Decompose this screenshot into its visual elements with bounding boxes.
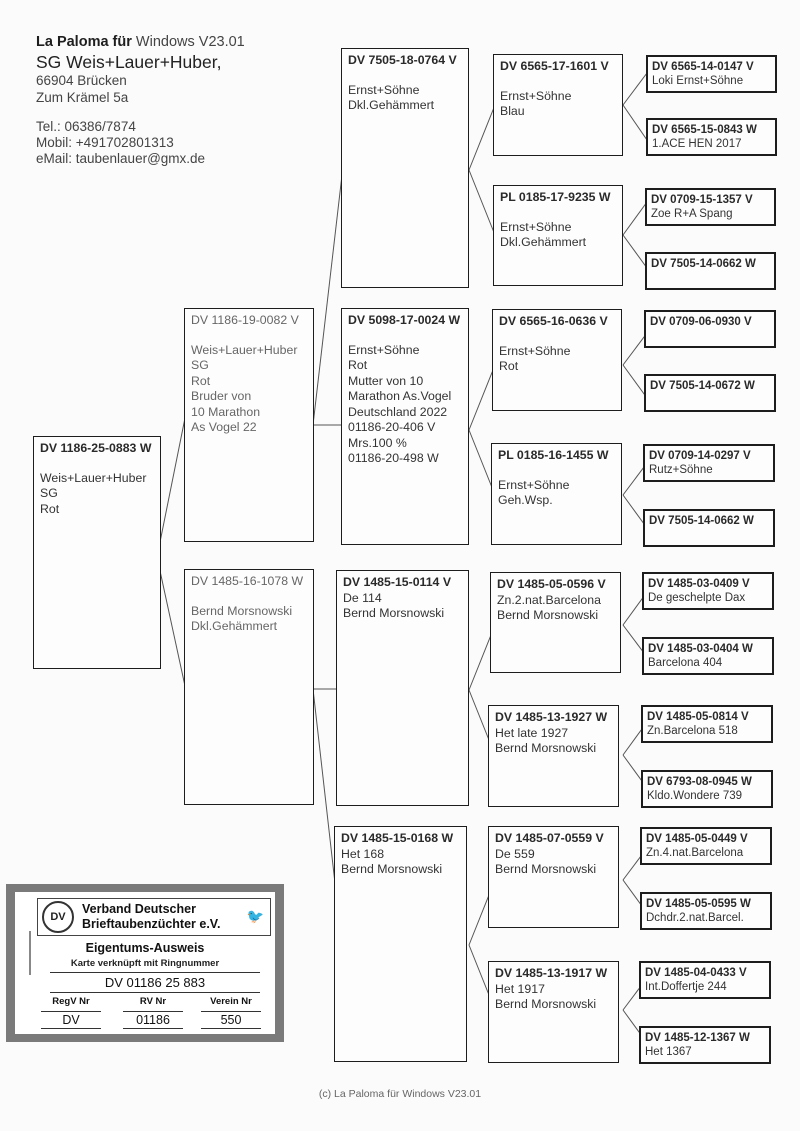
pigeon-info-line: Mutter von 10 bbox=[348, 373, 424, 388]
pigeon-ffmf[interactable] bbox=[645, 188, 776, 226]
pigeon-father[interactable] bbox=[184, 308, 314, 542]
owner-name: SG Weis+Lauer+Huber, bbox=[36, 52, 222, 73]
pigeon-info-line: Loki Ernst+Söhne bbox=[652, 75, 744, 87]
pigeon-father-mother[interactable] bbox=[341, 308, 469, 545]
pigeon-fmmm[interactable] bbox=[643, 509, 775, 547]
card-verein-nr: Verein Nr 550 bbox=[201, 996, 261, 1029]
pigeon-ffmm[interactable] bbox=[645, 252, 776, 290]
pigeon-info-line: Bruder von bbox=[191, 389, 252, 403]
spacer bbox=[40, 457, 154, 471]
ring-number: DV 0709-06-0930 V bbox=[650, 316, 752, 328]
pigeon-info-line: Dkl.Gehämmert bbox=[191, 619, 278, 633]
ring-number: DV 1485-04-0433 V bbox=[645, 967, 747, 979]
ring-number: DV 1485-07-0559 V bbox=[495, 831, 604, 845]
card-subtitle: Karte verknüpft mit Ringnummer bbox=[70, 958, 220, 969]
ring-number: DV 7505-18-0764 V bbox=[348, 53, 457, 67]
ring-number: DV 1485-05-0596 V bbox=[497, 577, 606, 591]
card-organisation: Verband Deutscher Brieftaubenzüchter e.V. bbox=[82, 902, 221, 931]
ring-number: DV 1485-15-0114 V bbox=[343, 575, 452, 589]
pigeon-mmff[interactable] bbox=[640, 827, 772, 865]
ring-number: DV 1485-05-0449 V bbox=[646, 833, 748, 845]
ring-number: DV 1485-03-0409 V bbox=[648, 578, 750, 590]
pigeon-info-line: Dkl.Gehämmert bbox=[500, 235, 587, 249]
pigeon-info-line: Ernst+Söhne bbox=[348, 342, 420, 357]
pigeon-info-line: Rot bbox=[348, 358, 368, 372]
ring-number: DV 6565-14-0147 V bbox=[652, 61, 754, 73]
card-rv-nr: RV Nr 01186 bbox=[123, 996, 183, 1029]
ring-number: DV 7505-14-0662 W bbox=[649, 515, 754, 527]
pigeon-info-line: Bernd Morsnowski bbox=[495, 997, 597, 1011]
spacer bbox=[499, 330, 615, 344]
ring-number: DV 1485-05-0595 W bbox=[646, 898, 751, 910]
spacer bbox=[500, 206, 616, 220]
ring-number: DV 7505-14-0672 W bbox=[650, 380, 755, 392]
pigeon-info-line: De 559 bbox=[495, 846, 535, 861]
pigeon-mother[interactable] bbox=[184, 569, 314, 805]
pigeon-ffff[interactable] bbox=[646, 55, 777, 93]
pigeon-info-line: Mrs.100 % bbox=[348, 435, 407, 450]
pigeon-info-line: SG bbox=[191, 358, 209, 372]
ring-number: DV 5098-17-0024 W bbox=[348, 313, 461, 327]
pigeon-mfmm[interactable] bbox=[641, 770, 773, 808]
pigeon-info-line: Zn.2.nat.Barcelona bbox=[497, 592, 601, 607]
spacer bbox=[500, 75, 616, 89]
spacer bbox=[498, 464, 615, 478]
pigeon-info-line: Zn.Barcelona 518 bbox=[647, 725, 738, 737]
pigeon-info-line: Int.Doffertje 244 bbox=[645, 981, 727, 993]
pigeon-mmfm[interactable] bbox=[640, 892, 772, 930]
pigeon-info-line: Weis+Lauer+Huber bbox=[40, 470, 147, 485]
pigeon-fffm[interactable] bbox=[646, 118, 777, 156]
pigeon-info-line: Weis+Lauer+Huber bbox=[191, 342, 298, 357]
pigeon-mmmf[interactable] bbox=[639, 961, 771, 999]
pigeon-info-line: Barcelona 404 bbox=[648, 657, 723, 669]
pigeon-info-line: Geh.Wsp. bbox=[498, 493, 553, 507]
pigeon-mother-father[interactable] bbox=[336, 570, 469, 806]
ring-number: DV 7505-14-0662 W bbox=[651, 258, 756, 270]
owner-email: eMail: taubenlauer@gmx.de bbox=[36, 151, 206, 167]
ring-number: DV 6565-17-1601 V bbox=[500, 59, 609, 73]
pigeon-info-line: 10 Marathon bbox=[191, 404, 261, 419]
pigeon-info-line: Bernd Morsnowski bbox=[497, 608, 599, 622]
pigeon-father-father[interactable] bbox=[341, 48, 469, 288]
pigeon-info-line: Bernd Morsnowski bbox=[495, 862, 597, 876]
owner-phone: Tel.: 06386/7874 bbox=[36, 118, 136, 134]
ring-number: DV 1485-12-1367 W bbox=[645, 1032, 750, 1044]
ring-number: DV 1485-15-0168 W bbox=[341, 831, 454, 845]
pigeon-info-line: Bernd Morsnowski bbox=[343, 606, 445, 620]
pigeon-mfmf[interactable] bbox=[641, 705, 773, 743]
pigeon-info-line: De 114 bbox=[343, 590, 382, 605]
pigeon-info-line: Ernst+Söhne bbox=[500, 88, 572, 103]
pigeon-mmf[interactable] bbox=[488, 826, 619, 928]
pigeon-info-line: Het late 1927 bbox=[495, 725, 569, 740]
spacer bbox=[348, 329, 462, 343]
program-title: La Paloma für Windows V23.01 bbox=[36, 34, 245, 50]
pigeon-ffm[interactable] bbox=[493, 185, 623, 286]
pigeon-info-line: Deutschland 2022 bbox=[348, 404, 448, 419]
ring-number: DV 0709-14-0297 V bbox=[649, 450, 751, 462]
pigeon-info-line: 1.ACE HEN 2017 bbox=[652, 138, 742, 150]
pigeon-icon: 🐦 bbox=[246, 908, 264, 924]
pigeon-info-line: Rot bbox=[191, 373, 211, 388]
pigeon-info-line: Dchdr.2.nat.Barcel. bbox=[646, 912, 744, 924]
footer-copyright: (c) La Paloma für Windows V23.01 bbox=[318, 1088, 482, 1100]
pigeon-info-line: Het 168 bbox=[341, 846, 385, 861]
pigeon-info-line: Ernst+Söhne bbox=[500, 219, 572, 234]
pigeon-info-line: Rot bbox=[499, 359, 519, 373]
ring-number: DV 1186-25-0883 W bbox=[40, 441, 152, 455]
ring-number: DV 1186-19-0082 V bbox=[191, 313, 299, 327]
pigeon-info-line: SG bbox=[40, 486, 58, 500]
pigeon-info-line: 01186-20-498 W bbox=[348, 451, 439, 465]
pigeon-info-line: Bernd Morsnowski bbox=[341, 862, 443, 876]
owner-street: Zum Krämel 5a bbox=[36, 89, 129, 105]
card-title: Eigentums-Ausweis bbox=[85, 941, 205, 955]
spacer bbox=[348, 69, 462, 83]
spacer bbox=[191, 590, 307, 604]
pigeon-info-line: Bernd Morsnowski bbox=[191, 603, 293, 618]
pigeon-fff[interactable] bbox=[493, 54, 623, 156]
ring-number: DV 1485-13-1927 W bbox=[495, 710, 608, 724]
pigeon-fmfm[interactable] bbox=[644, 374, 776, 412]
pigeon-subject[interactable] bbox=[33, 436, 161, 669]
ring-number: PL 0185-16-1455 W bbox=[498, 448, 609, 462]
ring-number: PL 0185-17-9235 W bbox=[500, 190, 611, 204]
pigeon-fmff[interactable] bbox=[644, 310, 776, 348]
owner-mobile: Mobil: +491702801313 bbox=[36, 134, 174, 150]
pigeon-info-line: Ernst+Söhne bbox=[348, 82, 420, 97]
pigeon-mmm[interactable] bbox=[488, 961, 619, 1063]
pigeon-info-line: De geschelpte Dax bbox=[648, 592, 746, 604]
pigeon-info-line: Marathon As.Vogel bbox=[348, 389, 452, 403]
pigeon-info-line: Rutz+Söhne bbox=[649, 464, 713, 476]
pigeon-info-line: 01186-20-406 V bbox=[348, 420, 436, 434]
pigeon-mfff[interactable] bbox=[642, 572, 774, 610]
pigeon-info-line: Blau bbox=[500, 104, 525, 118]
ring-number: DV 6793-08-0945 W bbox=[647, 776, 752, 788]
pigeon-info-line: As Vogel 22 bbox=[191, 420, 257, 434]
pigeon-info-line: Zoe R+A Spang bbox=[651, 208, 733, 220]
ring-number: DV 6565-15-0843 W bbox=[652, 124, 757, 136]
pigeon-mother-mother[interactable] bbox=[334, 826, 467, 1062]
pigeon-info-line: Kldo.Wondere 739 bbox=[647, 790, 743, 802]
pigeon-fmf[interactable] bbox=[492, 309, 622, 411]
ring-number: DV 1485-05-0814 V bbox=[647, 711, 749, 723]
pigeon-info-line: Dkl.Gehämmert bbox=[348, 98, 435, 112]
pigeon-info-line: Het 1367 bbox=[645, 1046, 692, 1058]
ownership-card bbox=[6, 884, 284, 1042]
pigeon-info-line: Ernst+Söhne bbox=[499, 343, 571, 358]
card-regv-nr: RegV Nr DV bbox=[41, 996, 101, 1029]
pigeon-mffm[interactable] bbox=[642, 637, 774, 675]
pigeon-info-line: Ernst+Söhne bbox=[498, 477, 570, 492]
card-header bbox=[37, 898, 271, 936]
ring-number: DV 1485-16-1078 W bbox=[191, 574, 304, 588]
pigeon-mff[interactable] bbox=[490, 572, 621, 673]
pigeon-info-line: Rot bbox=[40, 501, 60, 516]
pigeon-fmm[interactable] bbox=[491, 443, 622, 545]
ring-number: DV 6565-16-0636 V bbox=[499, 314, 608, 328]
pigeon-info-line: Zn.4.nat.Barcelona bbox=[646, 847, 744, 859]
owner-city: 66904 Brücken bbox=[36, 73, 127, 89]
card-ring-number: DV 01186 25 883 bbox=[50, 972, 260, 993]
pigeon-fmmf[interactable] bbox=[643, 444, 775, 482]
ring-number: DV 0709-15-1357 V bbox=[651, 194, 753, 206]
ring-number: DV 1485-13-1917 W bbox=[495, 966, 608, 980]
pigeon-info-line: Het 1917 bbox=[495, 981, 545, 996]
pigeon-info-line: Bernd Morsnowski bbox=[495, 741, 597, 755]
spacer bbox=[191, 329, 307, 343]
pigeon-mmmm[interactable] bbox=[639, 1026, 771, 1064]
ring-number: DV 1485-03-0404 W bbox=[648, 643, 753, 655]
pigeon-mfm[interactable] bbox=[488, 705, 619, 807]
vdb-logo-icon: DV bbox=[42, 901, 74, 933]
